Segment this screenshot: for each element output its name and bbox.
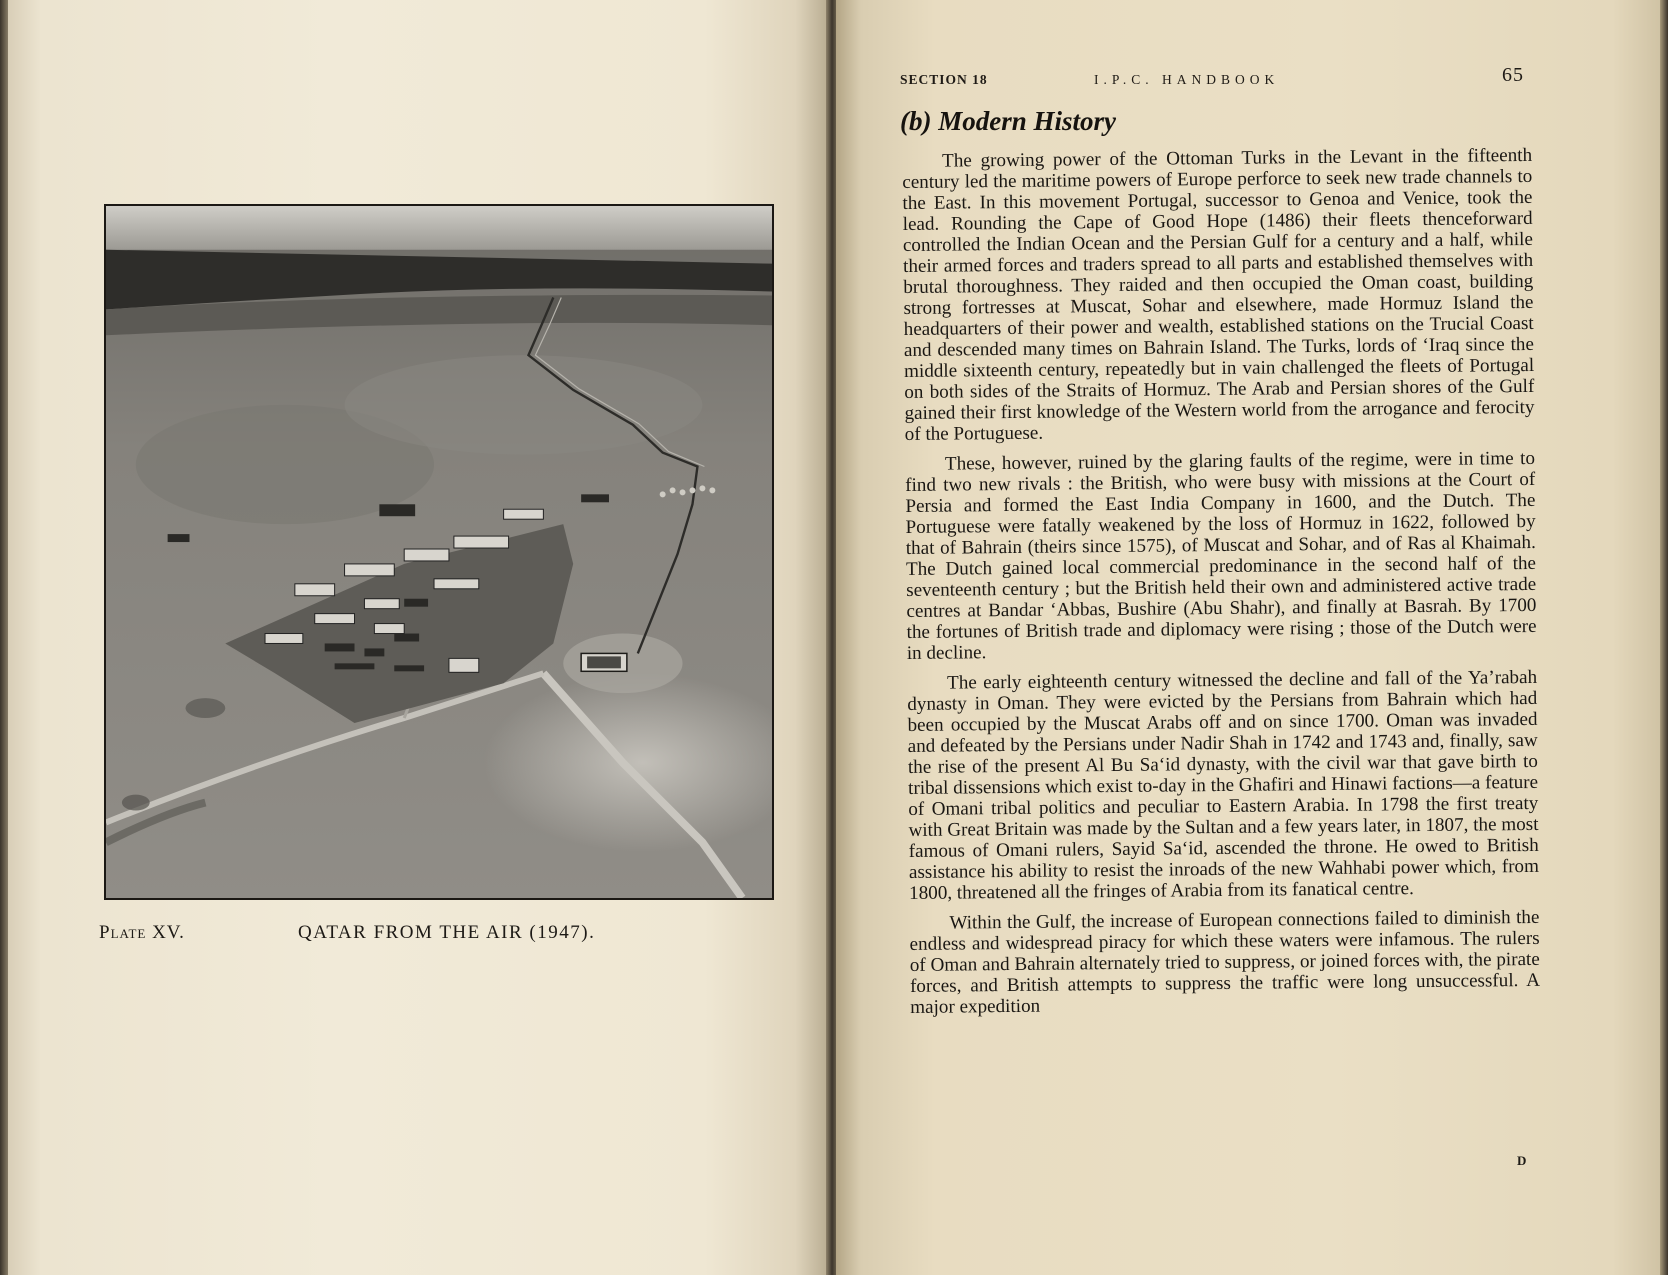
running-head-title: I.P.C. HANDBOOK (1094, 72, 1280, 87)
plate-caption: QATAR FROM THE AIR (1947). (298, 922, 596, 943)
body-text (902, 145, 1540, 1018)
page-number: 65 (1502, 64, 1524, 86)
book-edge-right (1660, 0, 1668, 1275)
paragraph: These, however, ruined by the glaring faults of the regime, were in time to find two new rivals : the British, who were busy with missions at the Court of Persia and formed the East India Company in 1600, and the Dutch. The Portuguese were fatally weakened by the loss of Hormuz in 1622, followed by that of Bahrain (theirs since 1575), of Muscat and Sohar, and of Ras al Khaimah. The Dutch gained local commercial predominance in the second half of the seventeenth century ; but the British held their own and administered active trade centres at Bandar ‘Abbas, Bushire (Abu Shahr), and finally at Basrah. By 1700 the fortunes of British trade and diplomacy were rising ; those of the Dutch were in decline. (905, 447, 1537, 664)
paragraph: Within the Gulf, the increase of European connections failed to diminish the endless and widespread piracy for which these waters were infamous. The rulers of Oman and Bahrain alternately tried to suppress, or joined forces with, the pirate forces, and British attempts to suppress the traffic were long unsuccessful. A major expedition (909, 906, 1541, 1018)
plate-number: Plate XV. (99, 922, 185, 943)
signature-mark: D (1517, 1153, 1528, 1168)
aerial-photo-image (106, 206, 772, 898)
paragraph: The early eighteenth century witnessed the decline and fall of the Ya’rabah dynasty in Oman. They were evicted by the Persians from Bahrain which had been occupied by the Muscat Arabs off and on since 1700. Oman was invaded and defeated by the Persians under Nadir Shah in 1742 and 1743 and, finally, saw the rise of the present Al Bu Sa‘id dynasty, with the civil war that gave birth to tribal dissensions which exist to-day in the Ghafiri and Hinawi factions—a feature of Omani tribal politics and peculiar to Eastern Arabia. In 1798 the first treaty with Great Britain was made by the Sultan and a few years later, in 1807, the most famous of Omani rulers, Sayid Sa‘id, ascended the throne. He owed to British assistance his ability to resist the inroads of the new Wahhabi power which, from 1800, threatened all the fringes of Arabia from its fanatical centre. (907, 666, 1539, 904)
section-heading: (b) Modern History (900, 106, 1116, 136)
paragraph: The growing power of the Ottoman Turks in the Levant in the fifteenth century led the maritime powers of Europe perforce to seek new trade channels to the East. In this movement Portugal, successor to Genoa and Venice, took the lead. Rounding the Cape of Good Hope (1486) their fleets thenceforward controlled the Indian Ocean and the Persian Gulf for a century and a half, while their armed forces and traders spread to all parts and established themselves with brutal thoroughness. They raided and then occupied the Oman coast, building strong fortresses at Muscat, Sohar and elsewhere, made Hormuz Island the headquarters of their power and wealth, established stations on the Trucial Coast and descended many times on Bahrain Island. The Turks, lords of ‘Iraq since the middle sixteenth century, repeatedly but in vain challenged the fleets of Portugal on both sides of the Straits of Hormuz. The Arab and Persian shores of the Gulf gained their first knowledge of the Western world from the arrogance and ferocity of the Portuguese. (902, 144, 1535, 445)
running-head-section: SECTION 18 (900, 72, 988, 87)
aerial-photograph (104, 204, 774, 900)
